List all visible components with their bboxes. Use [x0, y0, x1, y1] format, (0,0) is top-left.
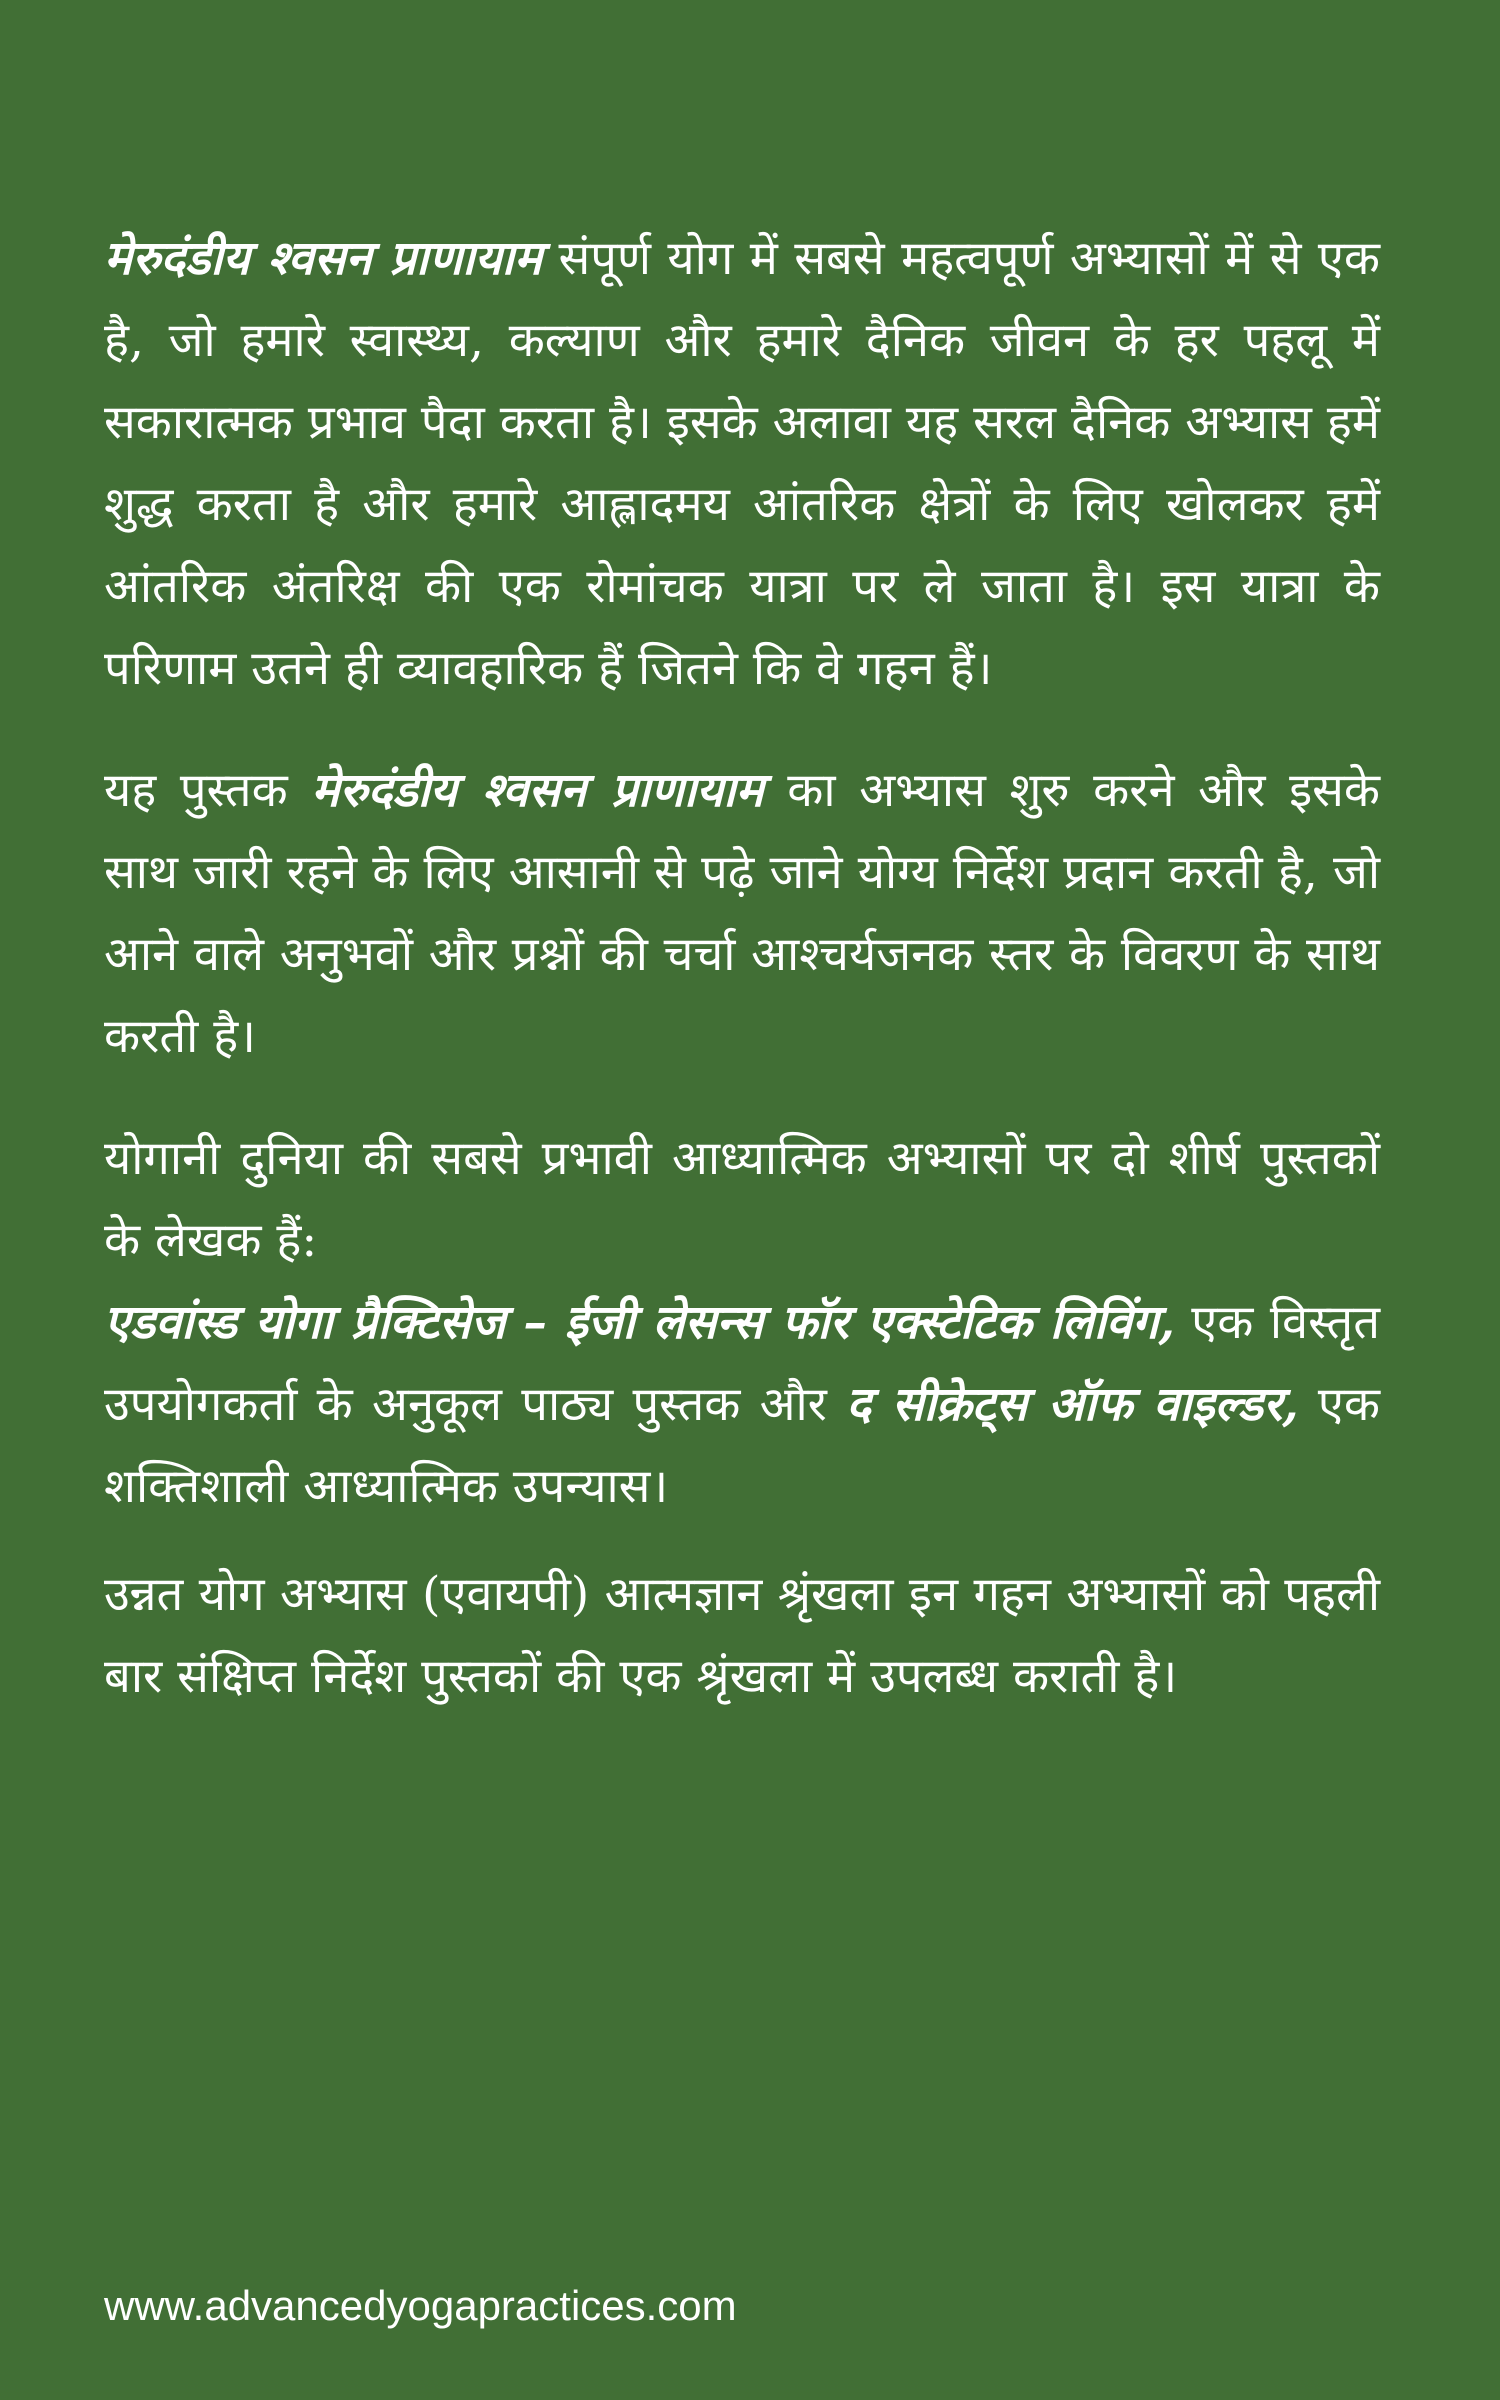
- author-paragraph: [104, 1118, 1380, 1282]
- novel-description: एक शक्तिशाली आध्यात्मिक उपन्यास।: [104, 1377, 1380, 1514]
- book-title-emphasis: मेरुदंडीय श्वसन प्राणायाम: [311, 763, 764, 818]
- intro-paragraph-text: संपूर्ण योग में सबसे महत्वपूर्ण अभ्यासों में से एक है, जो हमारे स्वास्थ्य, कल्याण और हमारे दैनिक जीवन के हर पहलू में सकारात्मक प्रभाव पैदा करता है। इसके अलावा यह सरल दैनिक अभ्यास हमें शुद्ध करता है और हमारे आह्लादमय आंतरिक क्षेत्रों के लिए खोलकर हमें आंतरिक अंतरिक्ष की एक रोमांचक यात्रा पर ले जाता है। इस यात्रा के परिणाम उतने ही व्यावहारिक हैं जितने कि वे गहन हैं।: [104, 231, 1381, 696]
- secrets-of-wilder-title: द सीक्रेट्स ऑफ वाइल्डर,: [846, 1377, 1299, 1432]
- cover-text-block: [104, 218, 1380, 1718]
- book-description-text: का अभ्यास शुरु करने और इसके साथ जारी रहने के लिए आसानी से पढ़े जाने योग्य निर्देश प्रदान करती है, जो आने वाले अनुभवों और प्रश्नों की चर्चा आश्चर्यजनक स्तर के विवरण के साथ करती है।: [104, 763, 1381, 1064]
- series-paragraph-text: उन्नत योग अभ्यास (एवायपी) आत्मज्ञान श्रृंखला इन गहन अभ्यासों को पहली बार संक्षिप्त निर्देश पुस्तकों की एक श्रृंखला में उपलब्ध कराती है।: [104, 1567, 1380, 1704]
- intro-paragraph: [104, 218, 1380, 710]
- author-paragraph-text: योगानी दुनिया की सबसे प्रभावी आध्यात्मिक अभ्यासों पर दो शीर्ष पुस्तकों के लेखक हैं:: [104, 1131, 1380, 1268]
- author-books-paragraph: [104, 1282, 1380, 1528]
- textbook-description: एक विस्तृत उपयोगकर्ता के अनुकूल पाठ्य पुस्तक और: [104, 1295, 1380, 1432]
- advanced-yoga-practices-title: एडवांस्ड योगा प्रैक्टिसेज – ईजी लेसन्स फॉर एक्स्टेटिक लिविंग,: [104, 1295, 1175, 1350]
- book-description-paragraph: [104, 750, 1380, 1078]
- book-description-lead: यह पुस्तक: [104, 763, 312, 818]
- series-paragraph: [104, 1554, 1380, 1718]
- book-title-emphasis: मेरुदंडीय श्वसन प्राणायाम: [104, 231, 543, 286]
- website-url: www.advancedyogapractices.com: [104, 2282, 737, 2329]
